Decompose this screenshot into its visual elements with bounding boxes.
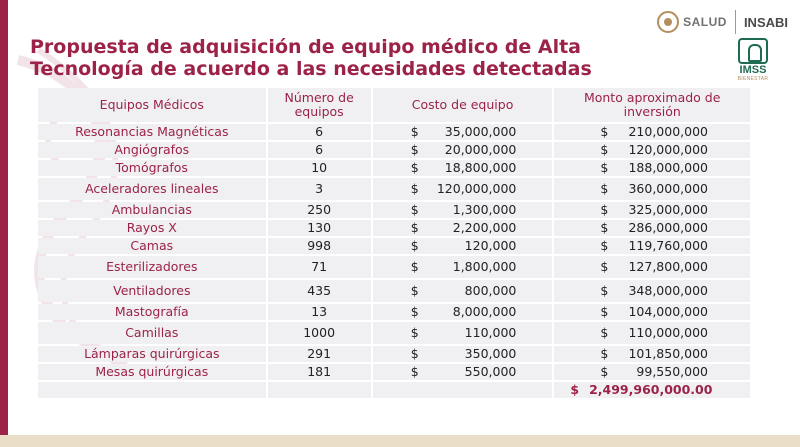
bottom-band <box>0 435 800 447</box>
eagle-emblem-icon <box>657 11 679 33</box>
header-quantity: Número de equipos <box>268 88 371 122</box>
currency-symbol: $ <box>600 325 609 340</box>
equipment-table <box>36 86 752 400</box>
unit-cost-cell <box>373 142 553 158</box>
investment-value: 120,000,000 <box>628 142 708 157</box>
currency-symbol: $ <box>600 259 609 274</box>
currency-symbol: $ <box>410 325 419 340</box>
unit-cost-value: 20,000,000 <box>444 142 517 157</box>
unit-cost-value: 120,000 <box>464 238 517 253</box>
currency-symbol: $ <box>410 124 419 139</box>
currency-symbol: $ <box>600 364 609 379</box>
currency-symbol: $ <box>600 220 609 235</box>
equipment-quantity: 10 <box>268 160 371 176</box>
salud-logo-text: SALUD <box>683 15 727 29</box>
equipment-quantity: 3 <box>268 178 371 200</box>
investment-cell <box>554 160 750 176</box>
header-equipment: Equipos Médicos <box>38 88 266 122</box>
equipment-name: Camas <box>38 238 266 254</box>
title-line-1: Propuesta de adquisición de equipo médico de Alta <box>30 36 581 58</box>
equipment-name: Aceleradores lineales <box>38 178 266 200</box>
table-row <box>38 322 750 344</box>
table-row <box>38 202 750 218</box>
imss-logo-text: IMSS <box>739 64 767 76</box>
grand-total-value: 2,499,960,000.00 <box>589 382 713 397</box>
currency-symbol: $ <box>410 220 419 235</box>
equipment-quantity: 13 <box>268 304 371 320</box>
table-header-row <box>38 88 750 122</box>
table-body <box>38 124 750 398</box>
unit-cost-cell <box>373 364 553 380</box>
currency-symbol: $ <box>600 181 609 196</box>
currency-symbol: $ <box>410 181 419 196</box>
title-line-2: Tecnología de acuerdo a las necesidades detectadas <box>30 58 592 80</box>
investment-value: 360,000,000 <box>628 181 708 196</box>
currency-symbol: $ <box>600 238 609 253</box>
equipment-quantity: 998 <box>268 238 371 254</box>
imss-logo-subtext: BIENESTAR <box>737 76 769 82</box>
equipment-quantity: 6 <box>268 142 371 158</box>
investment-value: 110,000,000 <box>628 325 708 340</box>
table-row <box>38 142 750 158</box>
equipment-name: Lámparas quirúrgicas <box>38 346 266 362</box>
equipment-quantity: 130 <box>268 220 371 236</box>
investment-value: 119,760,000 <box>628 238 708 253</box>
header-investment: Monto aproximado de inversión <box>554 88 750 122</box>
investment-value: 127,800,000 <box>628 259 708 274</box>
imss-bienestar-logo <box>736 38 770 86</box>
investment-value: 99,550,000 <box>636 364 708 379</box>
equipment-quantity: 1000 <box>268 322 371 344</box>
table-row <box>38 256 750 278</box>
equipment-quantity: 435 <box>268 280 371 302</box>
unit-cost-value: 1,300,000 <box>452 202 517 217</box>
unit-cost-value: 350,000 <box>464 346 517 361</box>
investment-value: 101,850,000 <box>628 346 708 361</box>
investment-cell <box>554 280 750 302</box>
equipment-name: Ventiladores <box>38 280 266 302</box>
table-row <box>38 124 750 140</box>
header-logos <box>657 8 788 36</box>
table-row <box>38 178 750 200</box>
equipment-name: Rayos X <box>38 220 266 236</box>
investment-value: 348,000,000 <box>628 283 708 298</box>
table-row <box>38 364 750 380</box>
investment-value: 188,000,000 <box>628 160 708 175</box>
unit-cost-cell <box>373 178 553 200</box>
investment-cell <box>554 364 750 380</box>
equipment-name: Esterilizadores <box>38 256 266 278</box>
header-unit-cost: Costo de equipo <box>373 88 553 122</box>
unit-cost-value: 120,000,000 <box>436 181 517 196</box>
equipment-name: Tomógrafos <box>38 160 266 176</box>
equipment-quantity: 291 <box>268 346 371 362</box>
table-row <box>38 238 750 254</box>
unit-cost-cell <box>373 160 553 176</box>
investment-value: 210,000,000 <box>628 124 708 139</box>
currency-symbol: $ <box>410 160 419 175</box>
unit-cost-value: 110,000 <box>464 325 517 340</box>
unit-cost-cell <box>373 304 553 320</box>
equipment-name: Ambulancias <box>38 202 266 218</box>
investment-cell <box>554 124 750 140</box>
equipment-quantity: 181 <box>268 364 371 380</box>
currency-symbol: $ <box>600 202 609 217</box>
equipment-quantity: 71 <box>268 256 371 278</box>
table-row <box>38 346 750 362</box>
currency-symbol: $ <box>570 382 580 397</box>
unit-cost-cell <box>373 256 553 278</box>
unit-cost-cell <box>373 202 553 218</box>
unit-cost-value: 550,000 <box>464 364 517 379</box>
equipment-quantity: 250 <box>268 202 371 218</box>
unit-cost-value: 2,200,000 <box>452 220 517 235</box>
equipment-quantity: 6 <box>268 124 371 140</box>
investment-value: 325,000,000 <box>628 202 708 217</box>
empty-cell <box>38 382 266 398</box>
empty-cell <box>373 382 553 398</box>
logo-divider <box>735 10 736 34</box>
imss-emblem-icon <box>738 38 768 64</box>
unit-cost-value: 8,000,000 <box>452 304 517 319</box>
equipment-name: Mastografía <box>38 304 266 320</box>
investment-value: 286,000,000 <box>628 220 708 235</box>
currency-symbol: $ <box>600 142 609 157</box>
table-row <box>38 160 750 176</box>
table-row <box>38 220 750 236</box>
currency-symbol: $ <box>600 283 609 298</box>
salud-logo <box>657 11 727 33</box>
currency-symbol: $ <box>410 238 419 253</box>
unit-cost-value: 35,000,000 <box>444 124 517 139</box>
investment-cell <box>554 322 750 344</box>
currency-symbol: $ <box>600 124 609 139</box>
equipment-name: Mesas quirúrgicas <box>38 364 266 380</box>
table-row <box>38 280 750 302</box>
investment-cell <box>554 304 750 320</box>
investment-cell <box>554 202 750 218</box>
unit-cost-cell <box>373 322 553 344</box>
left-accent-bar <box>0 0 8 447</box>
unit-cost-cell <box>373 280 553 302</box>
slide-title <box>30 36 630 80</box>
unit-cost-cell <box>373 346 553 362</box>
unit-cost-value: 1,800,000 <box>452 259 517 274</box>
total-row <box>38 382 750 398</box>
unit-cost-value: 800,000 <box>464 283 517 298</box>
currency-symbol: $ <box>600 160 609 175</box>
unit-cost-cell <box>373 220 553 236</box>
currency-symbol: $ <box>600 304 609 319</box>
equipment-name: Angiógrafos <box>38 142 266 158</box>
unit-cost-cell <box>373 238 553 254</box>
empty-cell <box>268 382 371 398</box>
currency-symbol: $ <box>410 283 419 298</box>
investment-cell <box>554 238 750 254</box>
currency-symbol: $ <box>410 259 419 274</box>
table-row <box>38 304 750 320</box>
currency-symbol: $ <box>410 346 419 361</box>
investment-cell <box>554 220 750 236</box>
currency-symbol: $ <box>410 364 419 379</box>
equipment-name: Resonancias Magnéticas <box>38 124 266 140</box>
insabi-logo-text: INSABI <box>743 14 788 30</box>
currency-symbol: $ <box>410 142 419 157</box>
equipment-name: Camillas <box>38 322 266 344</box>
investment-cell <box>554 346 750 362</box>
unit-cost-value: 18,800,000 <box>444 160 517 175</box>
currency-symbol: $ <box>410 304 419 319</box>
investment-value: 104,000,000 <box>628 304 708 319</box>
investment-cell <box>554 178 750 200</box>
unit-cost-cell <box>373 124 553 140</box>
currency-symbol: $ <box>600 346 609 361</box>
investment-cell <box>554 142 750 158</box>
grand-total-cell <box>554 382 750 398</box>
investment-cell <box>554 256 750 278</box>
currency-symbol: $ <box>410 202 419 217</box>
